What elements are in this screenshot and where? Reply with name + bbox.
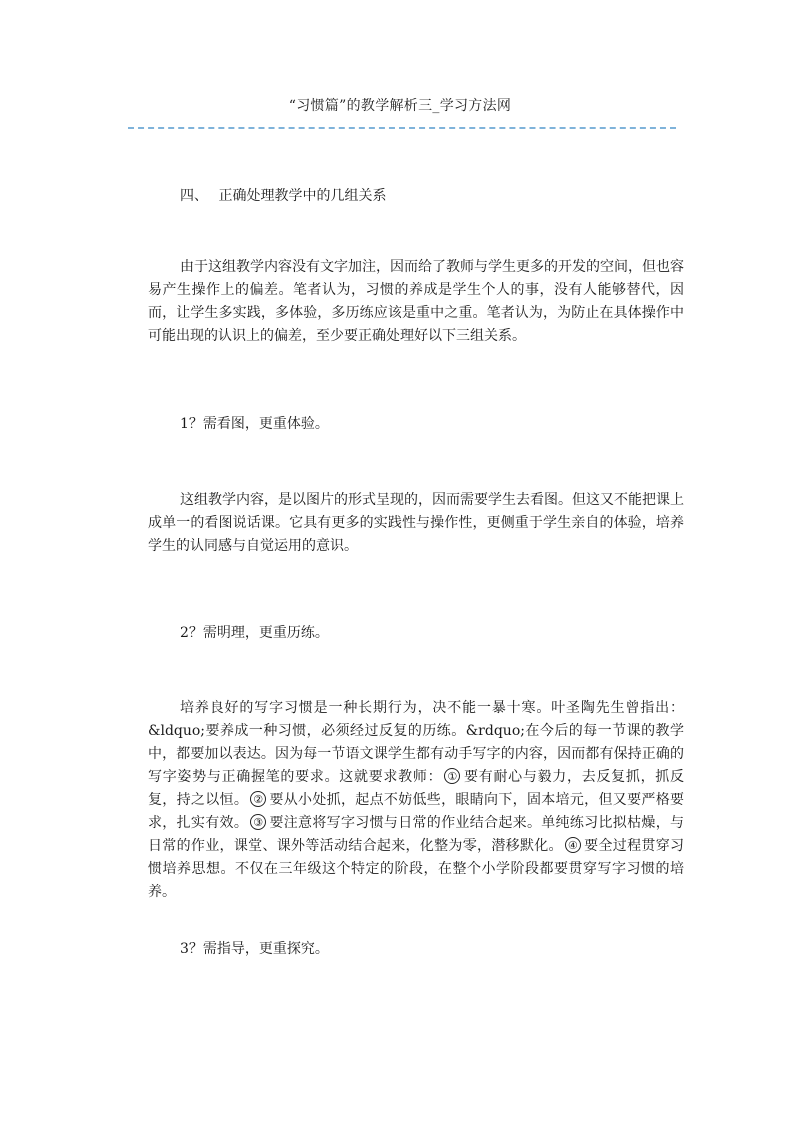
circled-marker-2: ② xyxy=(250,791,266,807)
item2-point-3: 要注意将写字习惯与日常的作业结合起来。单纯练习比拟枯燥，与日常的作业，课堂、课外等活动结合起来，化整为零，潜移默化。 xyxy=(148,815,685,854)
title-divider xyxy=(128,127,676,129)
section-heading-text: 正确处理教学中的几组关系 xyxy=(218,188,387,204)
section-heading-number: 四、 xyxy=(180,188,208,204)
item2-paragraph-intro: 培养良好的写字习惯是一种长期行为，决不能一暴十寒。叶圣陶先生曾指出：&ldquo;要养成一种习惯，必须经过反复的历练。&rdquo;在今后的每一节课的教学中，都要加以表达。因为每一节语文课学生都有动手写字的内容，因而都有保持正确的写字姿势与正确握笔的要求。这就要求教师： xyxy=(148,700,684,785)
circled-marker-3: ③ xyxy=(250,814,266,830)
item2-paragraph xyxy=(148,697,684,904)
item1-paragraph: 这组教学内容，是以图片的形式呈现的，因而需要学生去看图。但这又不能把课上成单一的看图说话课。它具有更多的实践性与操作性，更侧重于学生亲自的体验，培养学生的认同感与自觉运用的意识。 xyxy=(148,492,684,554)
page-title: “习惯篇”的教学解析三_学习方法网 xyxy=(288,98,512,114)
circled-marker-1: ① xyxy=(444,768,460,784)
item2-heading: 2？需明理，更重历练。 xyxy=(180,625,329,641)
item2-point-4: 要全过程贯穿习惯培养思想。不仅在三年级这个特定的阶段，在整个小学阶段都要贯穿写字习惯的培养。 xyxy=(148,838,684,900)
item1-heading: 1？需看图，更重体验。 xyxy=(180,416,329,432)
section-heading xyxy=(180,185,386,205)
item3-heading: 3？需指导，更重探究。 xyxy=(180,941,329,957)
intro-paragraph: 由于这组教学内容没有文字加注，因而给了教师与学生更多的开发的空间，但也容易产生操作上的偏差。笔者认为，习惯的养成是学生个人的事，没有人能够替代，因而，让学生多实践，多体验，多历练应该是重中之重。笔者认为，为防止在具体操作中可能出现的认识上的偏差，至少要正确处理好以下三组关系。 xyxy=(148,259,684,344)
circled-marker-4: ④ xyxy=(565,837,581,853)
item2-point-2: 要从小处抓，起点不妨低些，眼睛向下，固本培元，但又要严格要求，扎实有效。 xyxy=(148,792,685,831)
item2-point-1: 要有耐心与毅力，去反复抓，抓反复，持之以恒。 xyxy=(148,769,685,808)
